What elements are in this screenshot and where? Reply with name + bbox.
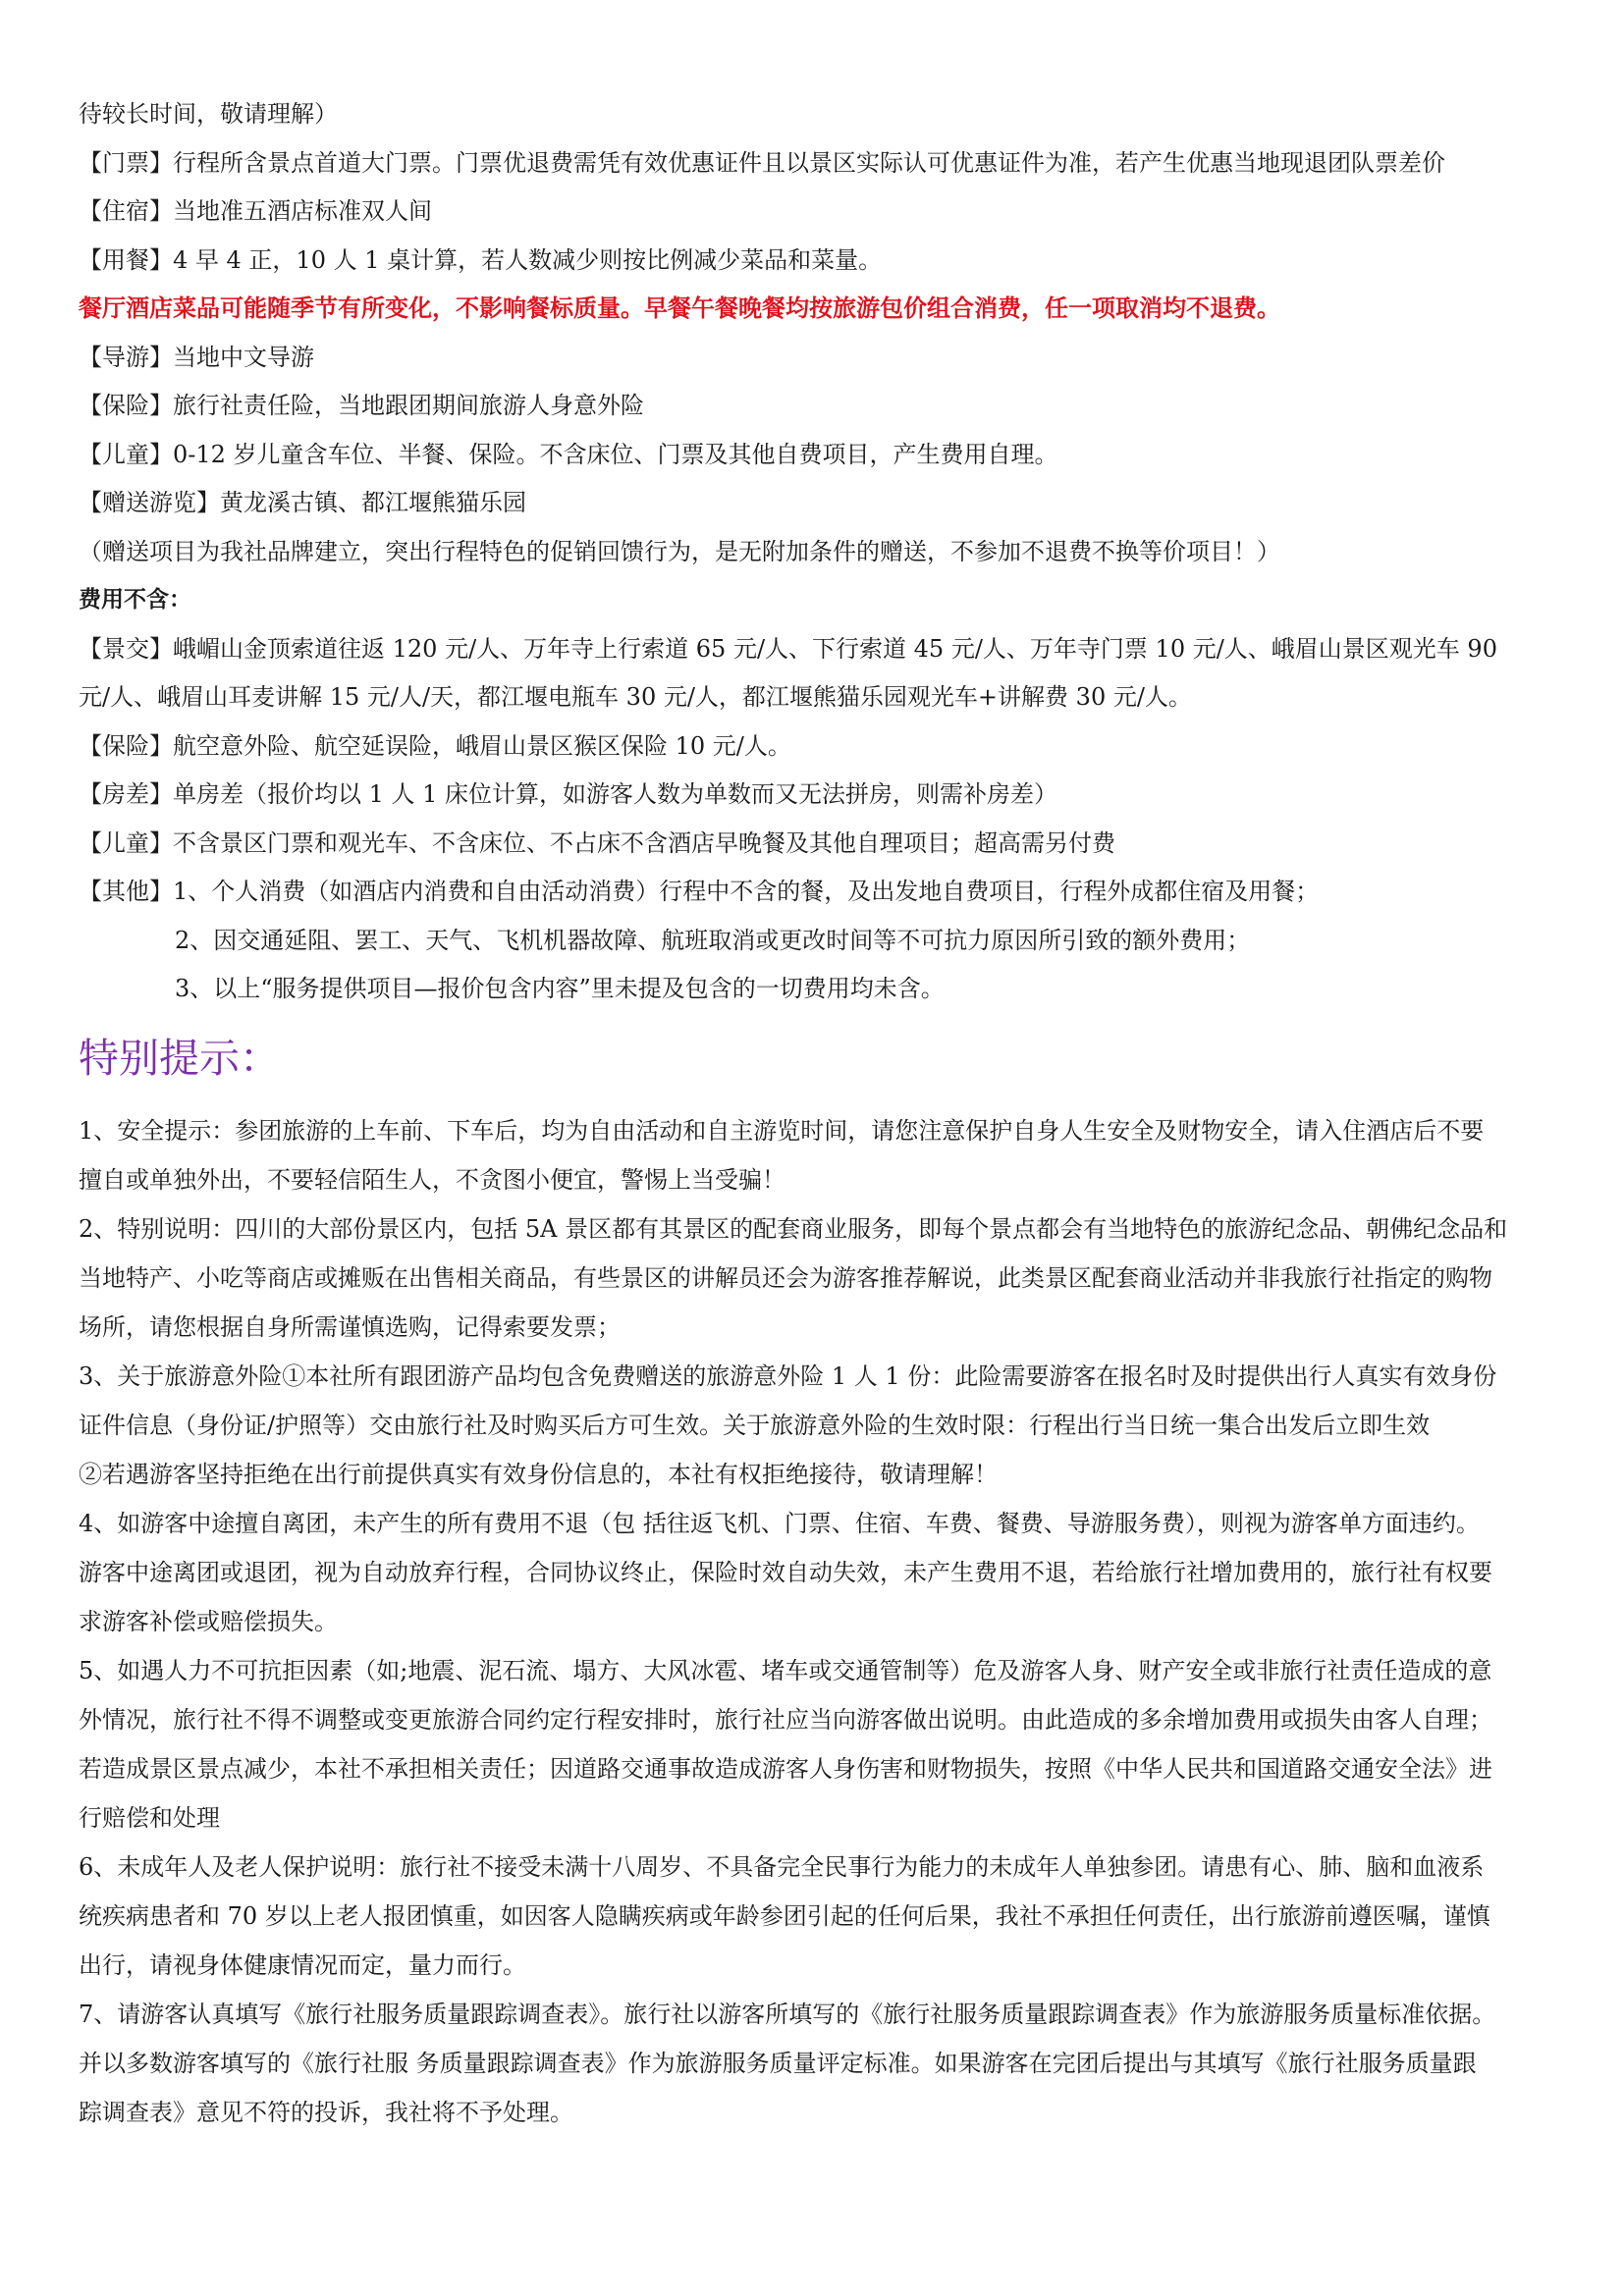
free-tour-line: 【赠送游览】黄龙溪古镇、都江堰熊猫乐园 [79,489,526,516]
notice-line: 5、如遇人力不可抗拒因素（如;地震、泥石流、塌方、大风冰雹、堵车或交通管制等）危及游客人身、财产安全或非旅行社责任造成的意 [79,1656,1492,1684]
special-notice-title: 特别提示： [79,1034,280,1082]
notice-line: 游客中途离团或退团，视为自动放弃行程，合同协议终止，保险时效自动失效，未产生费用不退，若给旅行社增加费用的，旅行社有权要 [79,1558,1492,1586]
meal-notice: 餐厅酒店菜品可能随季节有所变化，不影响餐标质量。早餐午餐晚餐均按旅游包价组合消费，任一项取消均不退费。 [79,294,1280,322]
notice-line: 行赔偿和处理 [79,1803,220,1832]
notice-line: 证件信息（身份证/护照等）交由旅行社及时购买后方可生效。关于旅游意外险的生效时限：行程出行当日统一集合出发后立即生效 [79,1411,1431,1439]
tickets-line: 【门票】行程所含景点首道大门票。门票优退费需凭有效优惠证件且以景区实际认可优惠证件为准，若产生优惠当地现退团队票差价 [79,148,1445,177]
notice-line: 并以多数游客填写的《旅行社服 务质量跟踪调查表》作为旅游服务质量评定标准。如果游客在完团后提出与其填写《旅行社服务质量跟 [79,2049,1477,2077]
notice-line: ②若遇游客坚持拒绝在出行前提供真实有效身份信息的，本社有权拒绝接待，敬请理解！ [79,1460,998,1488]
notice-line: 外情况，旅行社不得不调整或变更旅游合同约定行程安排时，旅行社应当向游客做出说明。由此造成的多余增加费用或损失由客人自理； [79,1705,1492,1734]
notice-line: 统疾病患者和 70 岁以上老人报团慎重，如因客人隐瞒疾病或年龄参团引起的任何后果，我社不承担任何责任，出行旅游前遵医嘱，谨慎 [79,1901,1490,1930]
meals-line: 【用餐】4 早 4 正，10 人 1 桌计算，若人数减少则按比例减少菜品和菜量。 [79,245,883,274]
room-difference-line: 【房差】单房差（报价均以 1 人 1 床位计算，如游客人数为单数而又无法拼房，则需补房差） [79,780,1058,808]
excluded-section [79,576,1551,1014]
sightseeing-transport-line: 【景交】峨嵋山金顶索道往返 120 元/人、万年寺上行索道 65 元/人、下行索道 45 元/人、万年寺门票 10 元/人、峨眉山景区观光车 90 [79,634,1497,663]
notice-line: 2、特别说明：四川的大部份景区内，包括 5A 景区都有其景区的配套商业服务，即每个景点都会有当地特色的旅游纪念品、朝佛纪念品和 [79,1214,1508,1243]
notice-line: 场所，请您根据自身所需谨慎选购，记得索要发票； [79,1312,621,1341]
included-section [79,90,1551,576]
notice-line: 求游客补偿或赔偿损失。 [79,1607,338,1635]
free-tour-note: （赠送项目为我社品牌建立，突出行程特色的促销回馈行为，是无附加条件的赠送，不参加不退费不换等价项目！） [79,537,1280,565]
notice-line: 3、关于旅游意外险①本社所有跟团游产品均包含免费赠送的旅游意外险 1 人 1 份：此险需要游客在报名时及时提供出行人真实有效身份 [79,1362,1497,1390]
notice-line: 7、请游客认真填写《旅行社服务质量跟踪调查表》。旅行社以游客所填写的《旅行社服务质量跟踪调查表》作为旅游服务质量标准依据。 [79,2000,1496,2028]
sightseeing-transport-line-cont: 元/人、峨眉山耳麦讲解 15 元/人/天，都江堰电瓶车 30 元/人，都江堰熊猫乐园观光车+讲解费 30 元/人。 [79,683,1192,711]
notice-line: 6、未成年人及老人保护说明：旅行社不接受未满十八周岁、不具备完全民事行为能力的未成年人单独参团。请患有心、肺、脑和血液系 [79,1852,1485,1881]
insurance-line: 【保险】旅行社责任险，当地跟团期间旅游人身意外险 [79,392,644,419]
text-line: 待较长时间，敬请理解） [79,100,338,128]
notice-line: 擅自或单独外出，不要轻信陌生人，不贪图小便宜，警惕上当受骗！ [79,1165,785,1194]
notice-line: 当地特产、小吃等商店或摊贩在出售相关商品，有些景区的讲解员还会为游客推荐解说，此类景区配套商业活动并非我旅行社指定的购物 [79,1263,1492,1292]
excluded-heading: 费用不含： [79,587,191,613]
excluded-insurance-line: 【保险】航空意外险、航空延误险，峨眉山景区猴区保险 10 元/人。 [79,731,791,760]
document-page [79,90,1551,2137]
other-sub-line: 3、以上“服务提供项目—报价包含内容”里未提及包含的一切费用均未含。 [175,975,945,1002]
notice-line: 1、安全提示：参团旅游的上车前、下车后，均为自由活动和自主游览时间，请您注意保护自身人生安全及财物安全，请入住酒店后不要 [79,1116,1485,1145]
children-line: 【儿童】0-12 岁儿童含车位、半餐、保险。不含床位、门票及其他自费项目，产生费用自理。 [79,440,1058,468]
notice-line: 4、如游客中途擅自离团，未产生的所有费用不退（包 括往返飞机、门票、住宿、车费、餐费、导游服务费），则视为游客单方面违约。 [79,1509,1480,1537]
other-line: 【其他】1、个人消费（如酒店内消费和自由活动消费）行程中不含的餐，及出发地自费项目，行程外成都住宿及用餐； [79,878,1320,905]
excluded-children-line: 【儿童】不含景区门票和观光车、不含床位、不占床不含酒店早晚餐及其他自理项目；超高需另付费 [79,828,1115,857]
guide-line: 【导游】当地中文导游 [79,343,314,371]
other-sub-line: 2、因交通延阻、罢工、天气、飞机机器故障、航班取消或更改时间等不可抗力原因所引致的额外费用； [175,926,1251,954]
notice-line: 出行，请视身体健康情况而定，量力而行。 [79,1950,526,1979]
notice-line: 踪调查表》意见不符的投诉，我社将不予处理。 [79,2098,573,2126]
notice-line: 若造成景区景点减少，本社不承担相关责任；因道路交通事故造成游客人身伤害和财物损失，按照《中华人民共和国道路交通安全法》进 [79,1754,1492,1783]
lodging-line: 【住宿】当地准五酒店标准双人间 [79,197,432,225]
special-section [79,1106,1551,2137]
